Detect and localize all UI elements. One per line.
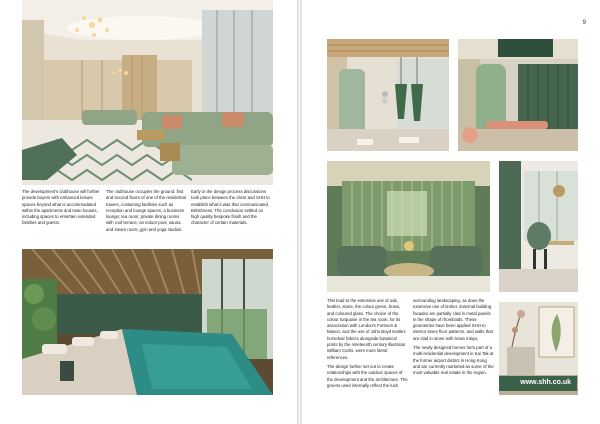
page-number: 9: [582, 20, 586, 26]
gym-photo: [327, 39, 449, 151]
tea-room-photo: [327, 161, 490, 292]
right-text-col1-para2: The design further set out to create relationships with the outdoor spaces of the development and the architecture. The greens used internally reflect the lush: [327, 363, 408, 388]
right-text-col2-para2: The newly designed homes form part of a multi-residential development in Kai Tak at the former airport district in Hong Kong and are currently marketed as some of the most valuable real estate in the region.: [413, 345, 494, 376]
right-text-col1: [327, 298, 408, 392]
lounge-photo: [22, 0, 273, 185]
right-text-col1-para1: This lead to the extensive use of oak, leather, stone, the colour green, brass, and coloured glass. The choice of the colour turquoise in the tea room, for its association with London's Fortnum & Mason, and the use of John Boyd textiles horsehair fabrics alongside botanical prints by the nineteenth century illustrator William Curtis, were more literal references.: [327, 298, 406, 360]
left-text-col3: Early in the design process discussions took place between the client and SHH to establish what it was that communicated Britishness. The conclusion settled on high quality bespoke finish and the character of certain materials.: [191, 189, 270, 226]
pool-photo: [22, 249, 273, 395]
left-text-col1: The development's clubhouse will further provide buyers with enhanced leisure spaces beyond what is accommodated within the apartments and town houses, including spaces to entertain extended families and guests.: [22, 189, 100, 226]
right-text-col2-para1: surrounding landscaping, as does the extensive use of timber. External building facades are partially clad in metal panels in the shape of rhomboids. These geometries have been applied SHH to interior stone floor patterns, and walls that are clad in stone with brass inlays.: [413, 298, 493, 341]
right-text-col2: [413, 298, 494, 380]
dining-chair-photo: [499, 161, 578, 292]
corridor-photo: [458, 39, 578, 151]
website-badge: [499, 376, 577, 391]
left-text-col2: The clubhouse occupies the ground, first and second floors of one of the residential towers, containing facilities such as reception and lounge spaces; a business lounge; tea room; private dining rooms with roof terrace; an indoor pool, sauna and steam room; gym and yoga studios.: [106, 189, 186, 232]
page-gutter: [297, 0, 302, 424]
website-link[interactable]: www.shh.co.uk: [520, 379, 571, 386]
